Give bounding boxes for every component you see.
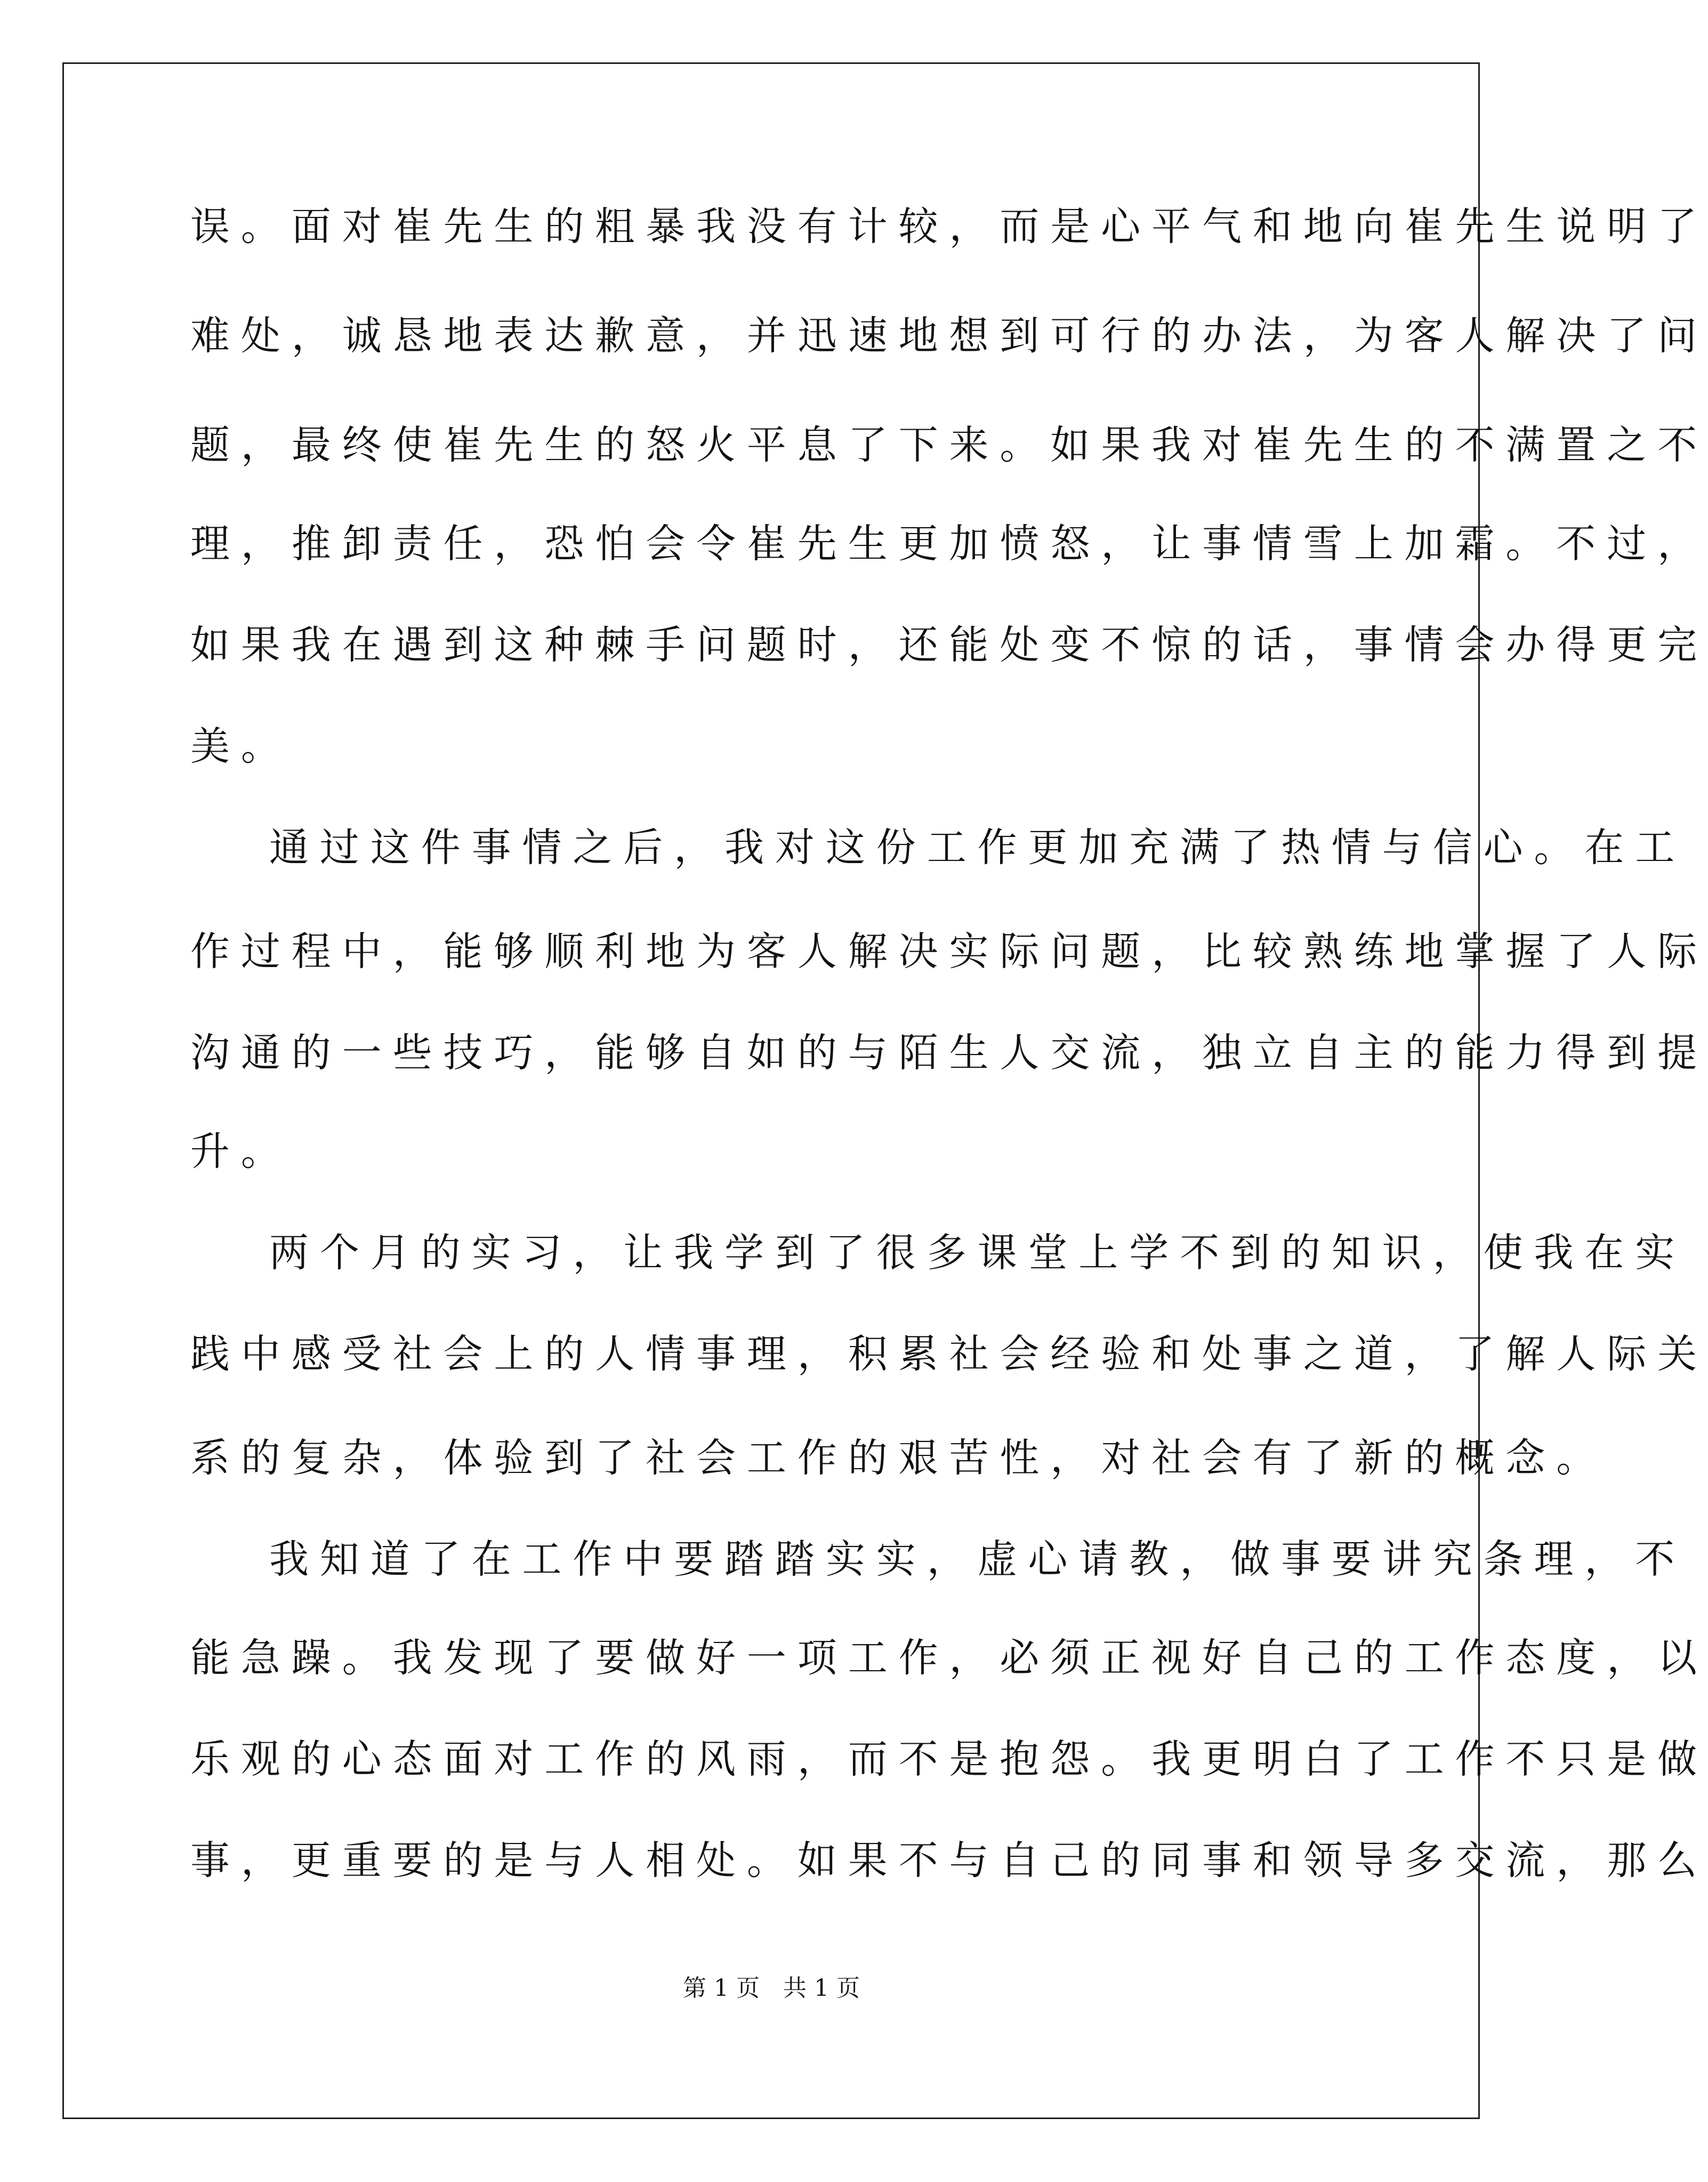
text-line: 作过程中，能够顺利地为客人解决实际问题，比较熟练地掌握了人际: [190, 929, 1708, 975]
text-line: 沟通的一些技巧，能够自如的与陌生人交流，独立自主的能力得到提: [190, 1030, 1708, 1076]
text-line: 如果我在遇到这种棘手问题时，还能处变不惊的话，事情会办得更完: [190, 622, 1708, 668]
text-line: 升。: [190, 1129, 292, 1174]
page-border: [62, 62, 1480, 2119]
text-line: 题，最终使崔先生的怒火平息了下来。如果我对崔先生的不满置之不: [190, 422, 1708, 468]
text-line: 理，推卸责任，恐怕会令崔先生更加愤怒，让事情雪上加霜。不过，: [190, 521, 1708, 567]
text-line: 我知道了在工作中要踏踏实实，虚心请教，做事要讲究条理，不: [269, 1536, 1686, 1582]
text-line: 美。: [190, 723, 292, 769]
text-line: 难处，诚恳地表达歉意，并迅速地想到可行的办法，为客人解决了问: [190, 313, 1708, 359]
text-line: 能急躁。我发现了要做好一项工作，必须正视好自己的工作态度，以: [190, 1635, 1708, 1681]
text-line: 通过这件事情之后，我对这份工作更加充满了热情与信心。在工: [269, 825, 1686, 871]
text-line: 系的复杂，体验到了社会工作的艰苦性，对社会有了新的概念。: [190, 1435, 1607, 1481]
page-footer: 第 1 页 共 1 页: [683, 1975, 860, 2002]
text-line: 事，更重要的是与人相处。如果不与自己的同事和领导多交流，那么: [190, 1838, 1708, 1883]
text-line: 两个月的实习，让我学到了很多课堂上学不到的知识，使我在实: [269, 1230, 1686, 1276]
text-line: 乐观的心态面对工作的风雨，而不是抱怨。我更明白了工作不只是做: [190, 1736, 1708, 1782]
text-line: 误。面对崔先生的粗暴我没有计较，而是心平气和地向崔先生说明了: [190, 204, 1708, 249]
text-line: 践中感受社会上的人情事理，积累社会经验和处事之道，了解人际关: [190, 1331, 1708, 1377]
